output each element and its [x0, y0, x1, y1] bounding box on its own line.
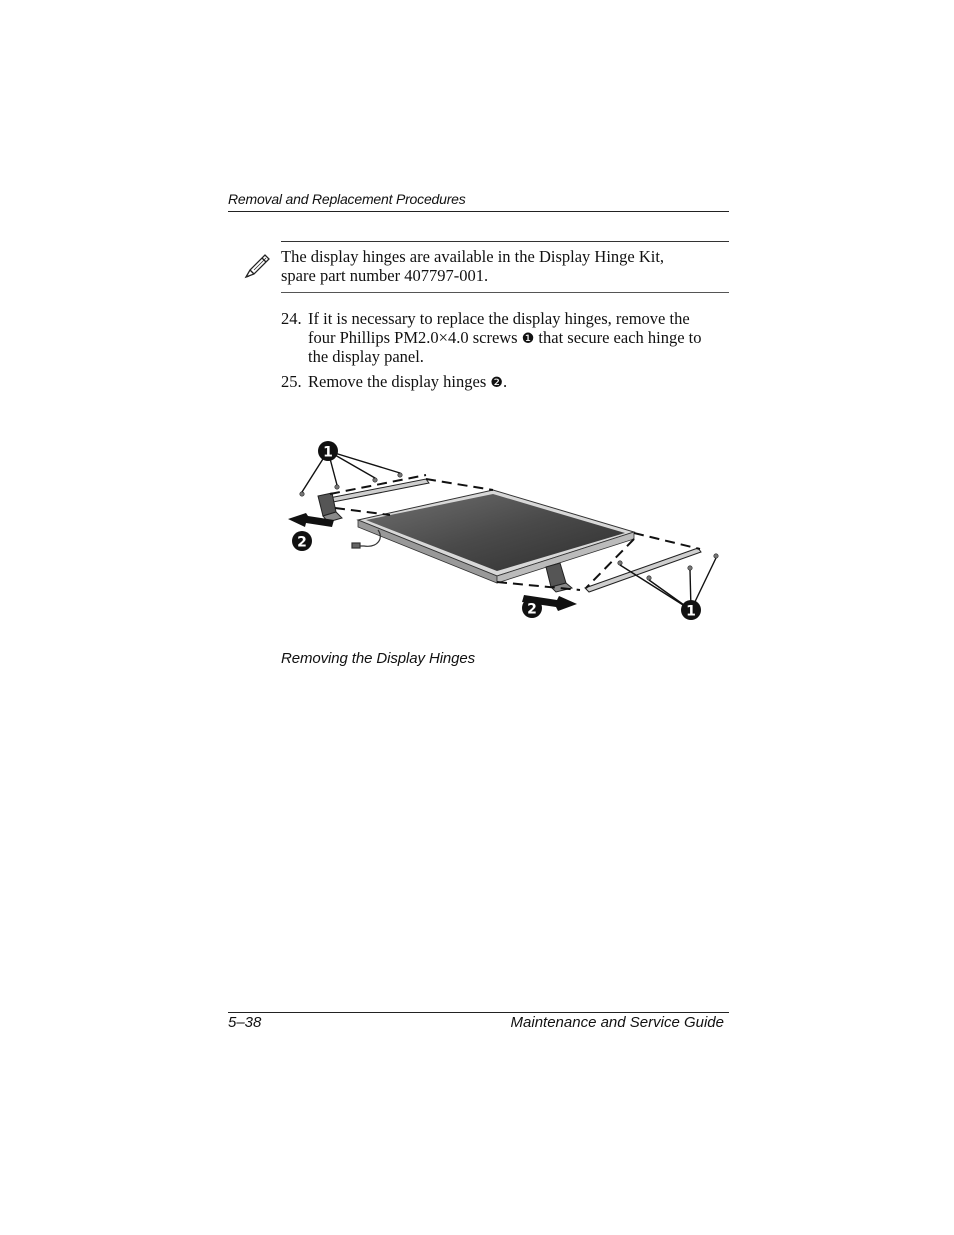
- guide-title: Maintenance and Service Guide: [510, 1014, 724, 1031]
- step-24-text: four Phillips PM2.0×4.0 screws: [308, 327, 522, 347]
- note-rule-bottom: [281, 292, 729, 293]
- step-24: [281, 310, 729, 367]
- step-number: 25.: [281, 372, 302, 391]
- header-rule: [228, 211, 729, 212]
- note-rule-top: [281, 241, 729, 242]
- callout-label: 2: [527, 601, 537, 618]
- step-25-text: .: [502, 372, 508, 391]
- running-header: Removal and Replacement Procedures: [228, 191, 466, 207]
- callout-badge-1-bottom: [681, 600, 701, 620]
- note-text: [281, 247, 729, 285]
- note-line-1: The display hinges are available in the Display Hinge Kit,: [281, 247, 665, 266]
- callout-2-inline: ❷: [490, 375, 503, 391]
- step-24-line-2: [308, 329, 729, 349]
- step-24-line-3: the display panel.: [308, 347, 424, 366]
- step-25: [281, 373, 729, 393]
- pencil-note-icon: [242, 250, 274, 282]
- callout-badge-2-left: [292, 531, 312, 551]
- display-panel: [358, 490, 634, 583]
- page-number: 5–38: [228, 1014, 262, 1031]
- step-25-text: Remove the display hinges: [308, 372, 491, 391]
- step-number: 24.: [281, 309, 302, 328]
- footer-rule: [228, 1012, 729, 1013]
- step-24-line-1: If it is necessary to replace the display hinges, remove the: [308, 309, 690, 328]
- figure-caption: Removing the Display Hinges: [281, 650, 476, 667]
- callout-badge-1-top: [318, 441, 338, 461]
- note-line-2: spare part number 407797-001.: [281, 266, 489, 285]
- callout-label: 1: [686, 603, 696, 620]
- callout-1-inline: ❶: [521, 330, 535, 347]
- step-24-text: that secure each hinge to: [534, 327, 702, 347]
- callout-badge-2-right: [522, 598, 542, 618]
- display-hinges-illustration: [280, 430, 730, 630]
- callout-label: 1: [323, 444, 333, 461]
- callout-label: 2: [297, 534, 307, 551]
